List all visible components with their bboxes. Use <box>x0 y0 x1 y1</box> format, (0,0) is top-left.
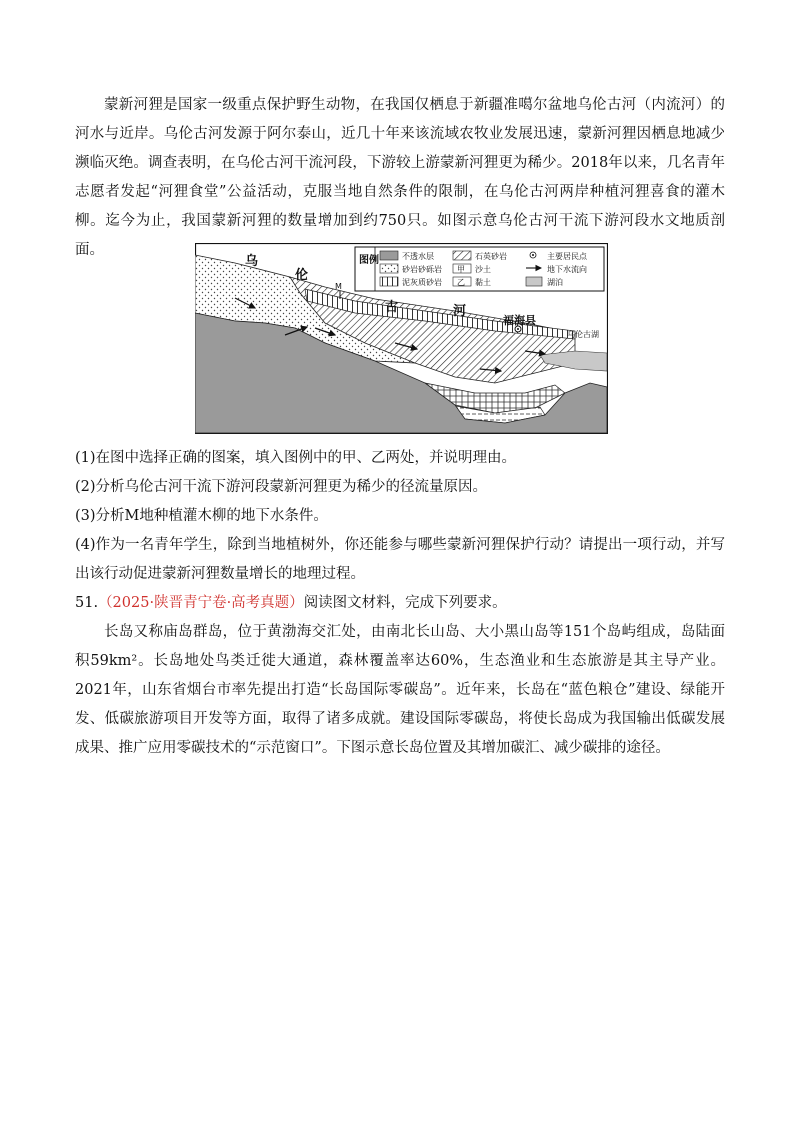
point-m-label: M <box>335 282 342 291</box>
question-1: (1)在图中选择正确的图案，填入图例中的甲、乙两处，并说明理由。 <box>75 450 517 466</box>
question-3: (3)分析M地种植灌木柳的地下水条件。 <box>75 508 328 524</box>
river-label-4: 河 <box>453 304 467 319</box>
question-2: (2)分析乌伦古河干流下游河段蒙新河狸更为稀少的径流量原因。 <box>75 479 488 495</box>
question-51-number: 51. <box>75 595 99 611</box>
legend-title: 图例 <box>359 255 379 266</box>
legend-symbol-yi: 乙 <box>457 278 465 287</box>
legend-label-yi: 黏土 <box>475 278 491 287</box>
question-51-instruction: 阅读图文材料，完成下列要求。 <box>303 595 507 611</box>
legend-label-flow: 地下水流向 <box>547 265 587 274</box>
legend-swatch-lake <box>526 277 542 286</box>
hydrogeologic-profile-figure <box>195 243 608 434</box>
river-label-2: 伦 <box>295 268 309 283</box>
settlement-dot-icon <box>517 328 519 330</box>
river-label-1: 乌 <box>245 254 259 269</box>
legend-label-impermeable: 不透水层 <box>402 252 434 261</box>
legend-symbol-jia: 甲 <box>457 265 465 274</box>
question-51-paragraph: 长岛又称庙岛群岛，位于黄渤海交汇处，由南北长山岛、大小黑山岛等151个岛屿组成，岛陆面积59km²。长岛地处鸟类迁徙大通道，森林覆盖率达60%，生态渔业和生态旅游是其主导产业。2021年，山东省烟台市率先提出打造“长岛国际零碳岛”。近年来，长岛在“蓝色粮仓”建设、绿能开发、低碳旅游项目开发等方面，取得了诸多成就。建设国际零碳岛，将使长岛成为我国输出低碳发展成果、推广应用零碳技术的“示范窗口”。下图示意长岛位置及其增加碳汇、减少碳排的途径。 <box>75 624 725 756</box>
lake-label: 乌伦古湖 <box>567 330 599 339</box>
legend-swatch-marl <box>380 277 398 286</box>
county-label: 福海县 <box>503 314 536 327</box>
profile-svg <box>195 243 608 434</box>
legend-label-lake: 湖泊 <box>547 278 563 287</box>
legend-label-quartz: 石英砂岩 <box>475 252 507 261</box>
question-51-source: （2025·陕晋青宁卷·高考真题） <box>98 595 304 611</box>
legend-label-jia: 沙土 <box>475 265 491 274</box>
legend <box>355 247 604 291</box>
river-label-3: 古 <box>385 300 399 315</box>
legend-settlement-dot-icon <box>532 254 534 256</box>
legend-swatch-sandstone <box>380 264 398 273</box>
legend-label-marl: 泥灰质砂岩 <box>402 278 442 287</box>
legend-swatch-quartz <box>453 251 471 260</box>
legend-swatch-impermeable <box>380 251 398 260</box>
question-4: (4)作为一名青年学生，除到当地植树外，你还能参与哪些蒙新河狸保护行动？请提出一项行动，并写出该行动促进蒙新河狸数量增长的地理过程。 <box>75 537 725 582</box>
legend-label-sandstone: 砂岩砂砾岩 <box>402 265 442 274</box>
intro-paragraph: 蒙新河狸是国家一级重点保护野生动物，在我国仅栖息于新疆准噶尔盆地乌伦古河（内流河）的河水与近岸。乌伦古河发源于阿尔泰山，近几十年来该流域农牧业发展迅速，蒙新河狸因栖息地减少濒临灭绝。调查表明，在乌伦古河干流河段，下游较上游蒙新河狸更为稀少。2018年以来，几名青年志愿者发起“河狸食堂”公益活动，克服当地自然条件的限制，在乌伦古河两岸种植河狸喜食的灌木柳。迄今为止，我国蒙新河狸的数量增加到约750只。如图示意乌伦古河干流下游河段水文地质剖面。 <box>75 97 725 258</box>
question-51-header <box>75 589 725 618</box>
legend-label-settlement: 主要居民点 <box>547 252 587 261</box>
